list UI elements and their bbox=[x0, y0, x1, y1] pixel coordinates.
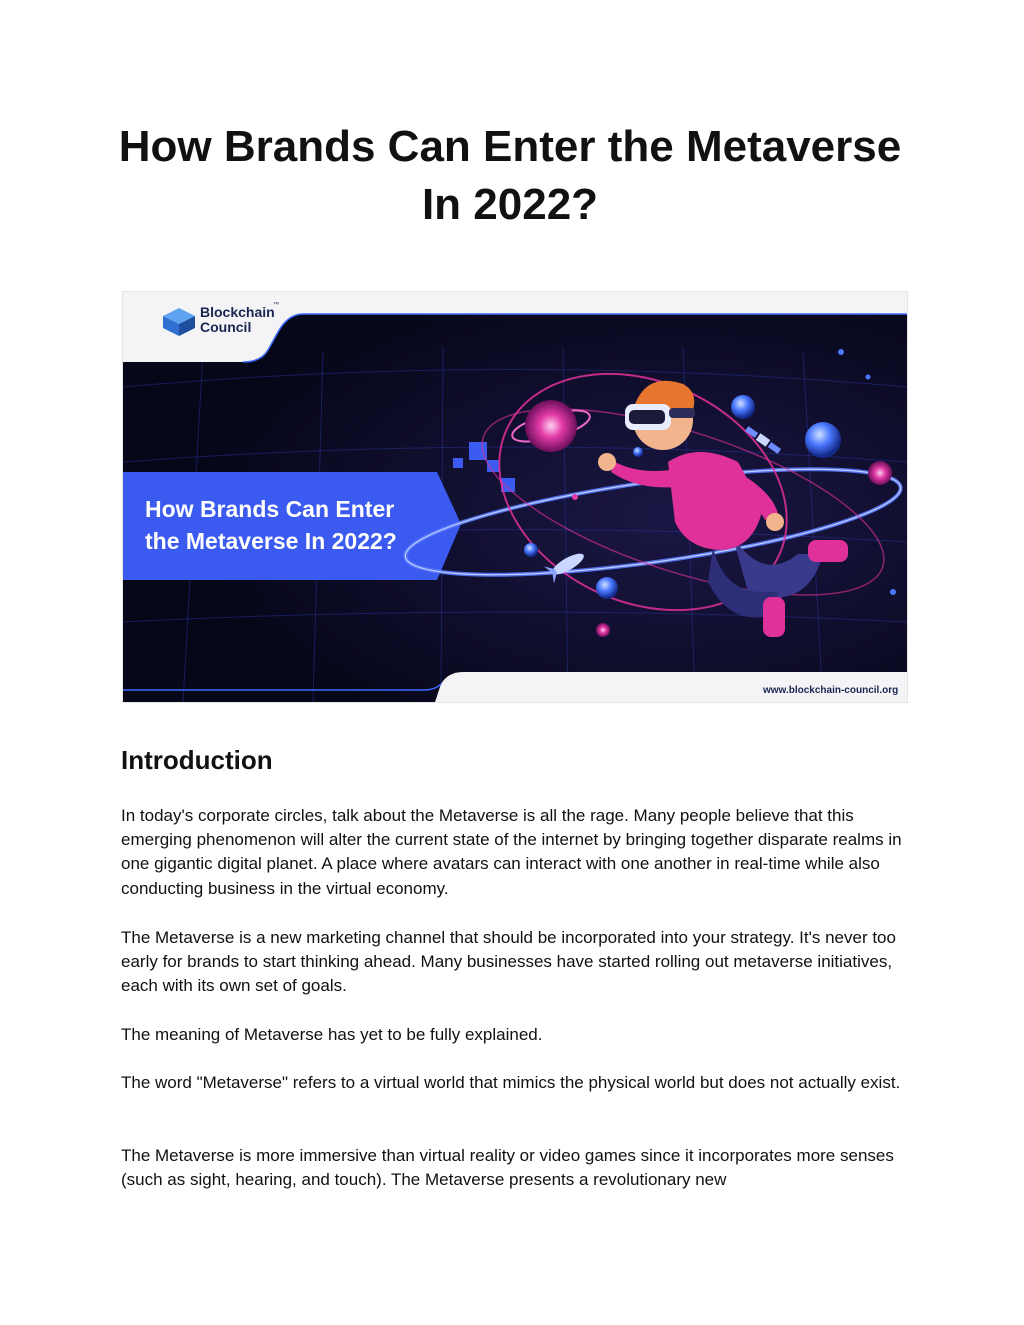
hero-image bbox=[122, 291, 908, 703]
blue-orb bbox=[731, 395, 755, 419]
paragraph-5: The Metaverse is more immersive than virtual reality or video games since it incorporates more senses (such as sight, hearing, and touch). The Metaverse presents a revolutionary new bbox=[121, 1146, 894, 1190]
section-heading-introduction: Introduction bbox=[121, 745, 273, 775]
blue-orb bbox=[524, 543, 538, 557]
title-line-1: How Brands Can Enter the Metaverse bbox=[118, 122, 902, 171]
hero-illustration bbox=[123, 292, 907, 702]
title-line-2: In 2022? bbox=[421, 180, 599, 229]
blue-orb bbox=[596, 577, 618, 599]
headline-line-2: the Metaverse In 2022? bbox=[145, 528, 397, 554]
brand-line-2: Council bbox=[200, 319, 252, 335]
trademark: ™ bbox=[273, 302, 279, 308]
blue-orb bbox=[805, 422, 841, 458]
paragraph-4: The word "Metaverse" refers to a virtual world that mimics the physical world but does not actually exist. bbox=[121, 1073, 901, 1092]
blue-orb bbox=[633, 447, 643, 457]
pink-orb bbox=[868, 461, 892, 485]
paragraph-1: In today's corporate circles, talk about the Metaverse is all the rage. Many people believe that this emerging phenomenon will alter the current state of the internet by bringing together disparate realms in one gigantic digital planet. A place where avatars can interact with one another in real-time while also conducting business in the virtual economy. bbox=[121, 806, 902, 898]
page-title bbox=[100, 118, 920, 234]
brand-line-1: Blockchain bbox=[200, 304, 275, 320]
paragraph-2: The Metaverse is a new marketing channel that should be incorporated into your strategy. It's never too early for brands to start thinking ahead. Many businesses have started rolling out metaverse initiatives, each with its own set of goals. bbox=[121, 928, 896, 996]
pink-orb bbox=[596, 623, 610, 637]
website-url: www.blockchain-council.org bbox=[763, 685, 899, 696]
headline-line-1: How Brands Can Enter bbox=[145, 496, 395, 522]
paragraph-3: The meaning of Metaverse has yet to be fully explained. bbox=[121, 1025, 543, 1044]
pink-planet bbox=[525, 400, 577, 452]
